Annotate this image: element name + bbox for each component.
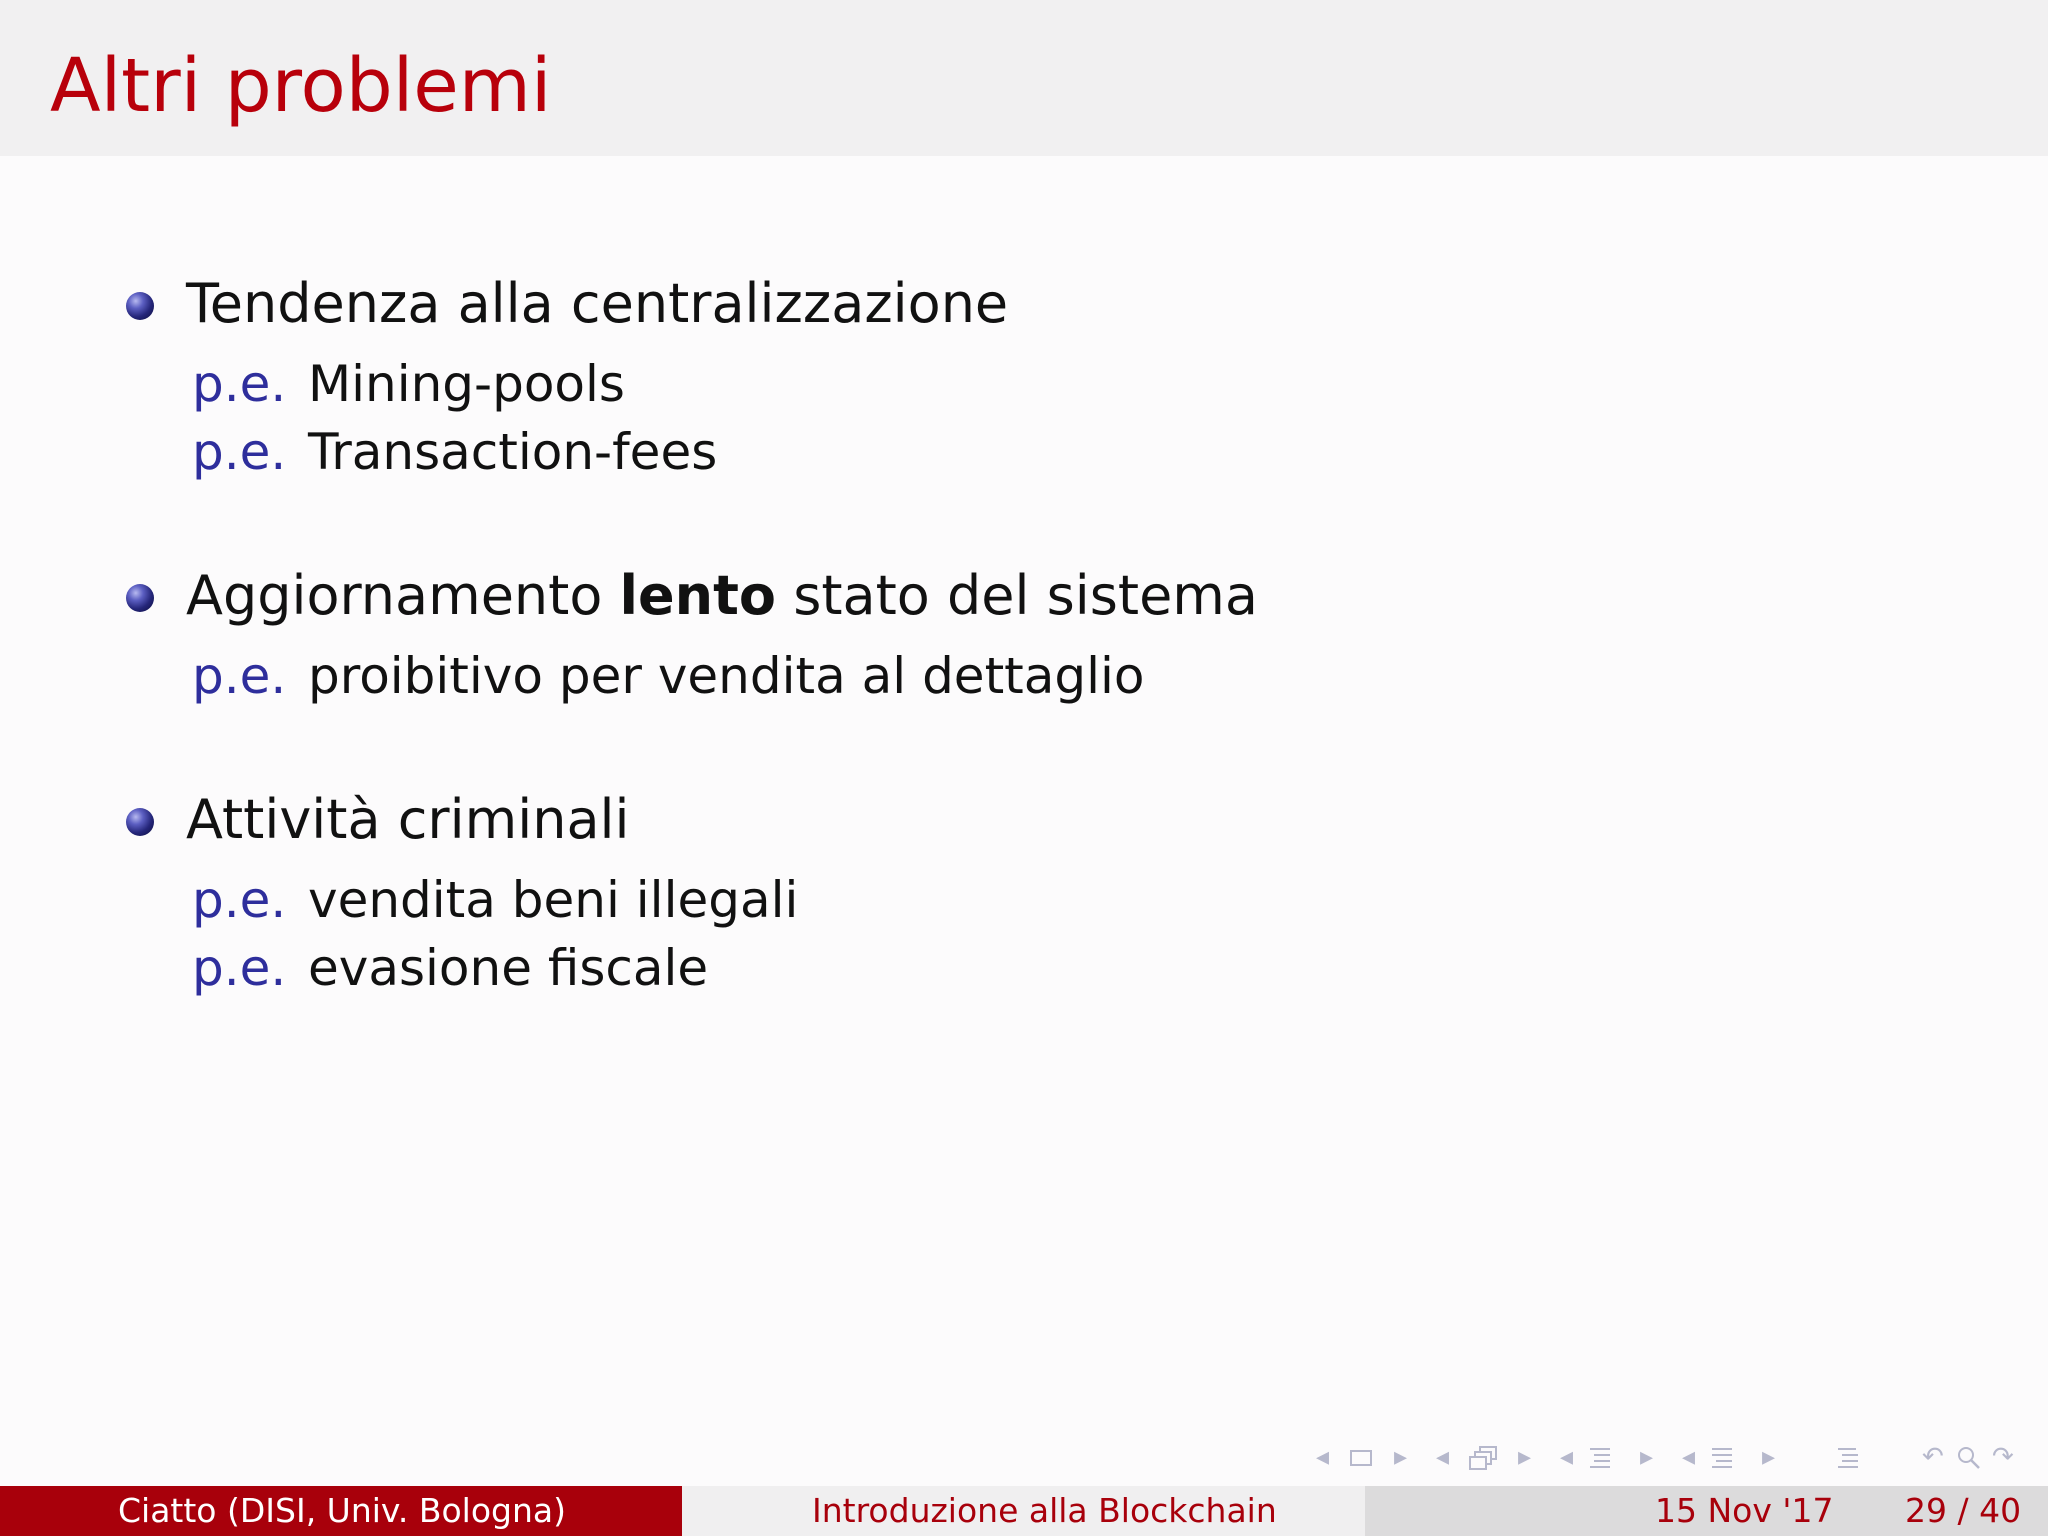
example-row	[192, 422, 717, 482]
example-row	[192, 354, 625, 414]
section-icon[interactable]	[1710, 1440, 1734, 1474]
bullet-item-3-text: Attività criminali	[186, 788, 630, 851]
footer-page-number: 29 / 40	[1905, 1491, 2022, 1530]
example-label: p.e.	[192, 647, 287, 705]
subsection-icon[interactable]	[1588, 1440, 1612, 1474]
search-icon[interactable]	[1956, 1440, 1982, 1474]
prev-frame-arrow-icon[interactable]: ◂	[1436, 1442, 1450, 1472]
footer	[0, 1486, 2048, 1536]
bullet-item-2-text-before: Aggiornamento	[186, 564, 620, 627]
example-row	[192, 938, 708, 998]
example-text: Mining-pools	[308, 355, 625, 413]
footer-title-box	[682, 1486, 1365, 1536]
example-text: proibitivo per vendita al dettaglio	[308, 647, 1145, 705]
example-text: Transaction-fees	[308, 423, 718, 481]
bullet-item-1-text: Tendenza alla centralizzazione	[186, 272, 1009, 335]
bullet-item-1	[186, 272, 1008, 336]
next-slide-arrow-icon[interactable]: ▸	[1394, 1442, 1408, 1472]
slide-title: Altri problemi	[50, 43, 552, 129]
next-frame-arrow-icon[interactable]: ▸	[1518, 1442, 1532, 1472]
bullet-icon	[126, 808, 154, 836]
example-text: evasione fiscale	[308, 939, 709, 997]
example-label: p.e.	[192, 871, 287, 929]
bullet-item-2	[186, 564, 1258, 628]
footer-date: 15 Nov '17	[1655, 1491, 1834, 1530]
bullet-icon	[126, 584, 154, 612]
outline-icon[interactable]	[1836, 1440, 1860, 1474]
footer-author: Ciatto (DISI, Univ. Bologna)	[118, 1491, 566, 1530]
example-label: p.e.	[192, 423, 287, 481]
example-label: p.e.	[192, 939, 287, 997]
next-subsection-arrow-icon[interactable]: ▸	[1640, 1442, 1654, 1472]
example-row	[192, 646, 1145, 706]
undo-icon[interactable]: ↶	[1922, 1442, 1944, 1472]
title-bar	[0, 0, 2048, 156]
prev-subsection-arrow-icon[interactable]: ◂	[1560, 1442, 1574, 1472]
navigation-bar	[1310, 1440, 2040, 1474]
slide-icon[interactable]	[1350, 1440, 1372, 1474]
prev-slide-arrow-icon[interactable]: ◂	[1316, 1442, 1330, 1472]
footer-author-box	[0, 1486, 682, 1536]
footer-date-box	[1365, 1486, 2048, 1536]
redo-icon[interactable]: ↷	[1992, 1442, 2014, 1472]
example-label: p.e.	[192, 355, 287, 413]
bullet-item-3	[186, 788, 630, 852]
example-text: vendita beni illegali	[308, 871, 799, 929]
prev-section-arrow-icon[interactable]: ◂	[1682, 1442, 1696, 1472]
next-section-arrow-icon[interactable]: ▸	[1762, 1442, 1776, 1472]
footer-presentation-title: Introduzione alla Blockchain	[812, 1491, 1277, 1530]
bullet-item-2-text-bold: lento	[619, 564, 777, 627]
example-row	[192, 870, 798, 930]
bullet-item-2-text-after: stato del sistema	[776, 564, 1258, 627]
frame-icon[interactable]	[1468, 1440, 1500, 1474]
bullet-icon	[126, 292, 154, 320]
